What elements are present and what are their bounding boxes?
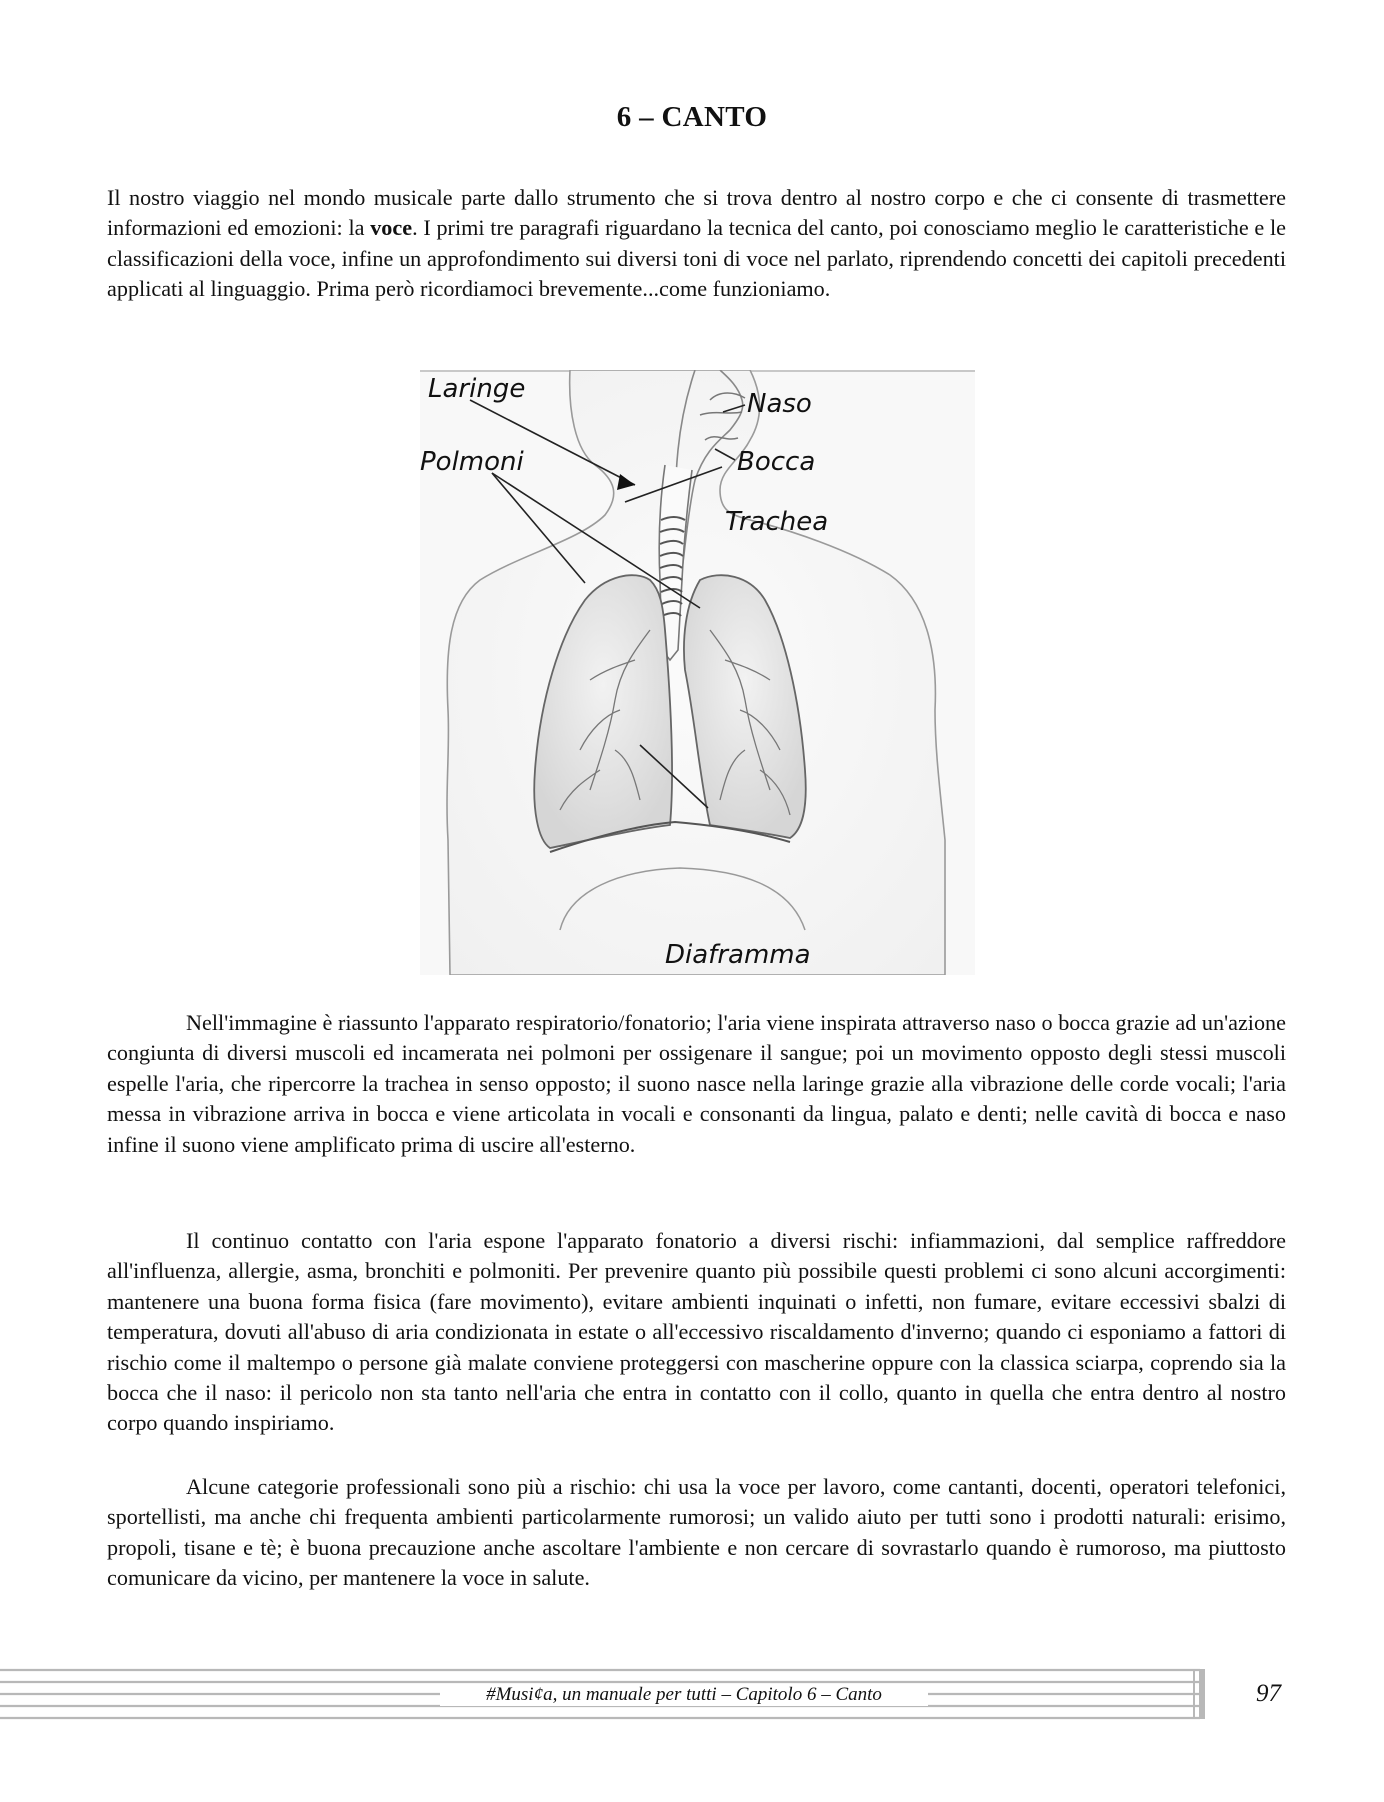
- label-diaframma: Diaframma: [665, 940, 811, 970]
- label-trachea: Trachea: [725, 507, 829, 537]
- label-bocca: Bocca: [737, 447, 816, 477]
- label-polmoni: Polmoni: [420, 447, 524, 477]
- intro-paragraph: [107, 183, 1286, 305]
- risks-paragraph: [107, 1226, 1286, 1439]
- professionals-paragraph: [107, 1472, 1286, 1594]
- page-number: 97: [1256, 1680, 1281, 1707]
- intro-text-start: Il nostro viaggio nel mondo musicale parte dallo strumento che si trova dentro al nostro corpo e che ci consente di trasmettere informazioni ed emozioni: la: [107, 185, 1286, 241]
- footer-running-title: #Musi¢a, un manuale per tutti – Capitolo 6 – Canto: [440, 1684, 928, 1706]
- label-laringe: Laringe: [428, 374, 526, 404]
- page-title: 6 – CANTO: [616, 101, 768, 134]
- label-naso: Naso: [747, 389, 812, 419]
- apparatus-paragraph: [107, 1008, 1286, 1160]
- professionals-text: Alcune categorie professionali sono più a rischio: chi usa la voce per lavoro, come cantanti, docenti, operatori telefonici, sportellisti, ma anche chi frequenta ambienti particolarmente rumorosi; un valido aiuto per tutti sono i prodotti naturali: erisimo, propoli, tisane e tè; è buona precauzione anche ascoltare l'ambiente e non cercare di sovrastarlo quando è rumoroso, ma piuttosto comunicare da vicino, per mantenere la voce in salute.: [107, 1474, 1286, 1591]
- risks-text: Il continuo contatto con l'aria espone l'apparato fonatorio a diversi rischi: infiammazioni, dal semplice raffreddore all'influenza, allergie, asma, bronchiti e polmoniti. Per prevenire quanto più possibile questi problemi ci sono alcuni accorgimenti: mantenere una buona forma fisica (fare movimento), evitare ambienti inquinati o infetti, non fumare, evitare eccessivi sbalzi di temperatura, dovuti all'abuso di aria condizionata in estate o all'eccessivo riscaldamento d'inverno; quando ci esponiamo a fattori di rischio come il maltempo o persone già malate conviene proteggersi con mascherine oppure con la classica sciarpa, coprendo sia la bocca che il naso: il pericolo non sta tanto nell'aria che entra in contatto con il collo, quanto in quella che entra dentro al nostro corpo quando inspiriamo.: [107, 1228, 1286, 1436]
- intro-text-end: . I primi tre paragrafi riguardano la tecnica del canto, poi conosciamo meglio le caratteristiche e le classificazioni della voce, infine un approfondimento sui diversi toni di voce nel parlato, riprendendo concetti dei capitoli precedenti applicati al linguaggio. Prima però ricordiamoci brevemente...come funzioniamo.: [107, 215, 1286, 302]
- apparatus-text: Nell'immagine è riassunto l'apparato respiratorio/fonatorio; l'aria viene inspirata attraverso naso o bocca grazie ad un'azione congiunta di diversi muscoli ed incamerata nei polmoni per ossigenare il sangue; poi un movimento opposto degli stessi muscoli espelle l'aria, che ripercorre la trachea in senso opposto; il suono nasce nella laringe grazie alla vibrazione delle corde vocali; l'aria messa in vibrazione arriva in bocca e viene articolata in vocali e consonanti da lingua, palato e denti; nelle cavità di bocca e naso infine il suono viene amplificato prima di uscire all'esterno.: [107, 1010, 1286, 1157]
- intro-bold-term: voce: [370, 215, 413, 241]
- respiratory-system-diagram: [420, 370, 975, 975]
